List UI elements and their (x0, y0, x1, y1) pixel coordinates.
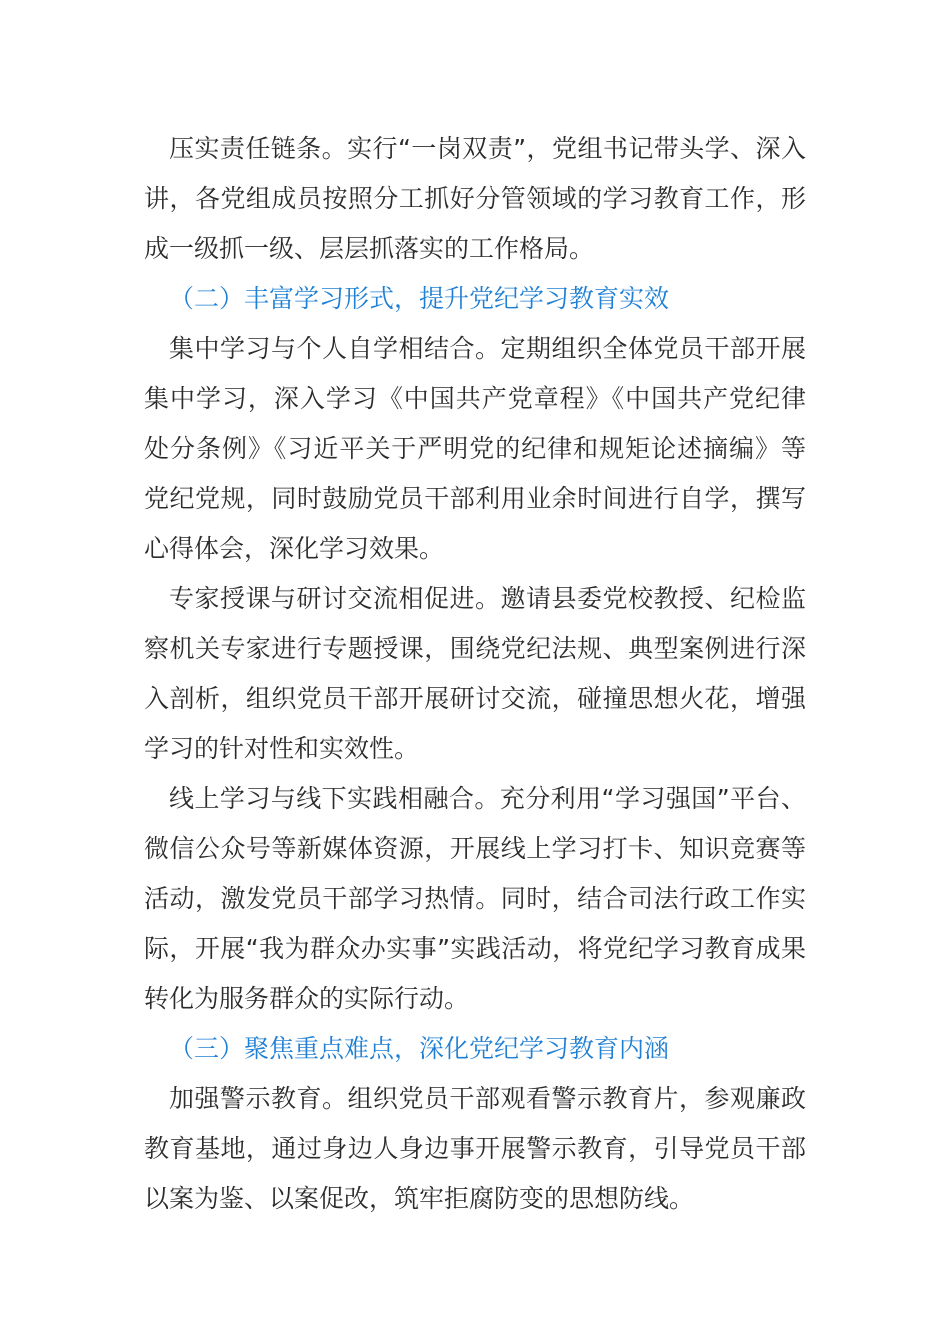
paragraph-expert-lectures: 专家授课与研讨交流相促进。邀请县委党校教授、纪检监察机关专家进行专题授课，围绕党纪法规、典型案例进行深入剖析，组织党员干部开展研讨交流，碰撞思想火花，增强学习的针对性和实效性。 (144, 584, 806, 763)
paragraph-responsibility-chain: 压实责任链条。实行“一岗双责”，党组书记带头学、深入讲，各党组成员按照分工抓好分管领域的学习教育工作，形成一级抓一级、层层抓落实的工作格局。 (144, 134, 806, 263)
paragraph-warning-education: 加强警示教育。组织党员干部观看警示教育片，参观廉政教育基地，通过身边人身边事开展警示教育，引导党员干部以案为鉴、以案促改，筑牢拒腐防变的思想防线。 (144, 1084, 806, 1213)
section-heading-2: （二）丰富学习形式，提升党纪学习教育实效 (169, 284, 670, 313)
document-body (144, 124, 806, 1224)
section-heading-3: （三）聚焦重点难点，深化党纪学习教育内涵 (169, 1034, 670, 1063)
paragraph-online-offline: 线上学习与线下实践相融合。充分利用“学习强国”平台、微信公众号等新媒体资源，开展线上学习打卡、知识竞赛等活动，激发党员干部学习热情。同时，结合司法行政工作实际，开展“我为群众办实事”实践活动，将党纪学习教育成果转化为服务群众的实际行动。 (144, 784, 806, 1013)
paragraph-collective-self-study: 集中学习与个人自学相结合。定期组织全体党员干部开展集中学习，深入学习《中国共产党章程》《中国共产党纪律处分条例》《习近平关于严明党的纪律和规矩论述摘编》等党纪党规，同时鼓励党员干部利用业余时间进行自学，撰写心得体会，深化学习效果。 (144, 334, 806, 563)
